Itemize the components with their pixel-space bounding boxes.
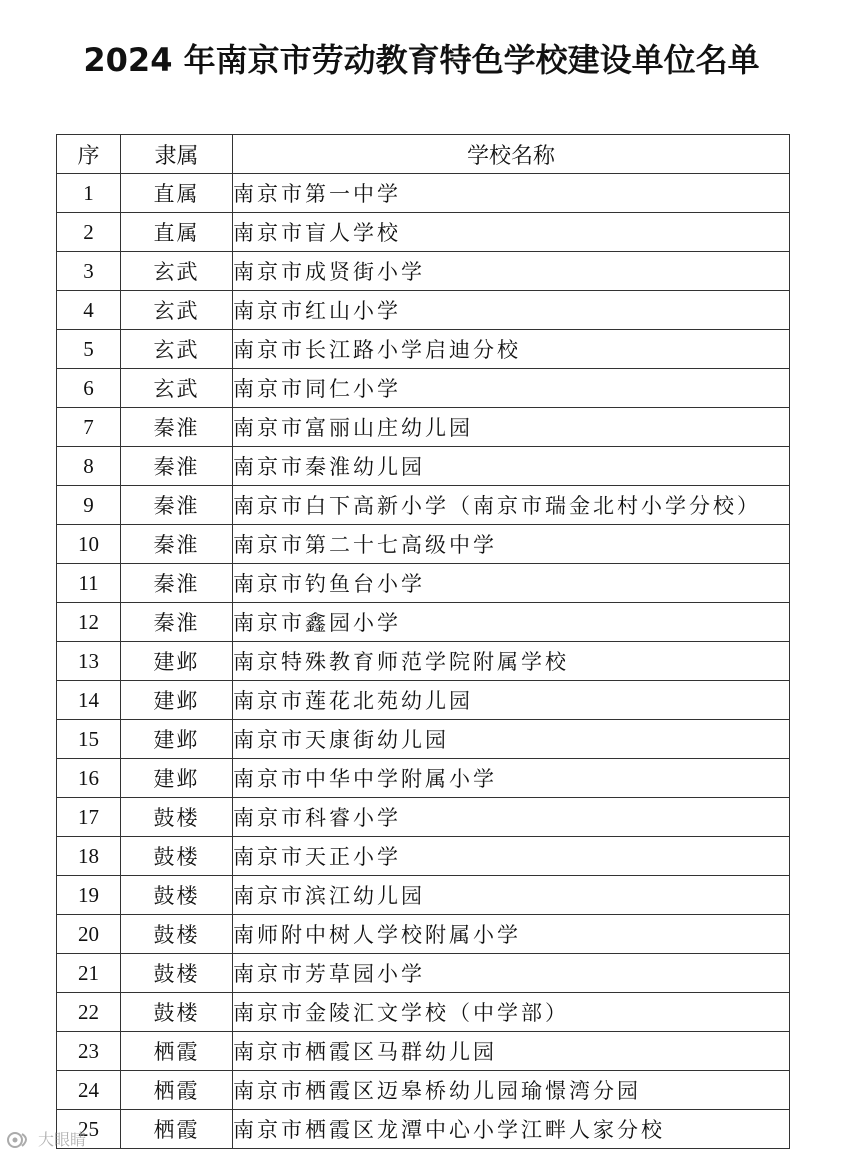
table-row [57,174,790,213]
table-row [57,681,790,720]
row-seq-cell: 25 [57,1110,121,1149]
row-school-cell: 南京市栖霞区马群幼儿园 [233,1032,790,1071]
table-row [57,447,790,486]
table-row [57,486,790,525]
table-row [57,876,790,915]
table-row [57,291,790,330]
row-school-cell: 南京特殊教育师范学院附属学校 [233,642,790,681]
row-school-cell: 南京市第二十七高级中学 [233,525,790,564]
row-affiliation-cell: 玄武 [121,291,233,330]
row-seq-cell: 16 [57,759,121,798]
row-seq-cell: 22 [57,993,121,1032]
row-affiliation-cell: 玄武 [121,252,233,291]
row-affiliation-cell: 鼓楼 [121,837,233,876]
row-school-cell: 南师附中树人学校附属小学 [233,915,790,954]
row-seq-cell: 2 [57,213,121,252]
row-school-cell: 南京市栖霞区迈皋桥幼儿园瑜憬湾分园 [233,1071,790,1110]
table-row [57,642,790,681]
row-seq-cell: 20 [57,915,121,954]
table-header-row [57,135,790,174]
document-title: 2024 年南京市劳动教育特色学校建设单位名单 [83,41,760,79]
row-seq-cell: 8 [57,447,121,486]
row-affiliation-cell: 鼓楼 [121,915,233,954]
row-school-cell: 南京市金陵汇文学校（中学部） [233,993,790,1032]
table-row [57,759,790,798]
row-seq-cell: 12 [57,603,121,642]
row-seq-cell: 18 [57,837,121,876]
row-seq-cell: 9 [57,486,121,525]
row-affiliation-cell: 栖霞 [121,1110,233,1149]
table-row [57,798,790,837]
row-school-cell: 南京市成贤街小学 [233,252,790,291]
row-seq-cell: 13 [57,642,121,681]
table-row [57,330,790,369]
row-affiliation-cell: 栖霞 [121,1032,233,1071]
school-list-table [56,134,790,1149]
table-row [57,954,790,993]
row-affiliation-cell: 鼓楼 [121,954,233,993]
row-affiliation-cell: 鼓楼 [121,798,233,837]
row-school-cell: 南京市富丽山庄幼儿园 [233,408,790,447]
table-row [57,213,790,252]
header-seq: 序 [57,135,121,174]
row-seq-cell: 4 [57,291,121,330]
row-seq-cell: 23 [57,1032,121,1071]
row-affiliation-cell: 鼓楼 [121,876,233,915]
table-row [57,1071,790,1110]
row-seq-cell: 1 [57,174,121,213]
row-seq-cell: 15 [57,720,121,759]
row-affiliation-cell: 直属 [121,213,233,252]
row-school-cell: 南京市栖霞区龙潭中心小学江畔人家分校 [233,1110,790,1149]
header-school: 学校名称 [233,135,790,174]
watermark [6,1127,86,1150]
row-seq-cell: 6 [57,369,121,408]
row-school-cell: 南京市芳草园小学 [233,954,790,993]
table-row [57,993,790,1032]
row-seq-cell: 5 [57,330,121,369]
watermark-text: 大眼睛 [38,1130,87,1149]
table-row [57,915,790,954]
row-school-cell: 南京市白下高新小学（南京市瑞金北村小学分校） [233,486,790,525]
row-school-cell: 南京市天康街幼儿园 [233,720,790,759]
table-row [57,564,790,603]
row-school-cell: 南京市鑫园小学 [233,603,790,642]
row-affiliation-cell: 秦淮 [121,447,233,486]
row-seq-cell: 19 [57,876,121,915]
row-seq-cell: 14 [57,681,121,720]
row-seq-cell: 11 [57,564,121,603]
table-row [57,837,790,876]
row-affiliation-cell: 栖霞 [121,1071,233,1110]
table-row [57,1032,790,1071]
row-seq-cell: 21 [57,954,121,993]
row-affiliation-cell: 秦淮 [121,564,233,603]
row-affiliation-cell: 直属 [121,174,233,213]
row-affiliation-cell: 秦淮 [121,525,233,564]
table-row [57,525,790,564]
row-seq-cell: 10 [57,525,121,564]
row-affiliation-cell: 建邺 [121,681,233,720]
row-school-cell: 南京市盲人学校 [233,213,790,252]
row-seq-cell: 24 [57,1071,121,1110]
row-affiliation-cell: 玄武 [121,369,233,408]
row-affiliation-cell: 秦淮 [121,486,233,525]
header-affiliation: 隶属 [121,135,233,174]
row-seq-cell: 3 [57,252,121,291]
row-seq-cell: 7 [57,408,121,447]
row-affiliation-cell: 建邺 [121,720,233,759]
row-affiliation-cell: 秦淮 [121,408,233,447]
row-school-cell: 南京市钓鱼台小学 [233,564,790,603]
row-affiliation-cell: 鼓楼 [121,993,233,1032]
row-school-cell: 南京市同仁小学 [233,369,790,408]
row-school-cell: 南京市莲花北苑幼儿园 [233,681,790,720]
row-affiliation-cell: 建邺 [121,642,233,681]
table-row [57,408,790,447]
table-row [57,369,790,408]
row-affiliation-cell: 建邺 [121,759,233,798]
row-school-cell: 南京市秦淮幼儿园 [233,447,790,486]
row-school-cell: 南京市滨江幼儿园 [233,876,790,915]
table-row [57,252,790,291]
row-school-cell: 南京市长江路小学启迪分校 [233,330,790,369]
table-row [57,720,790,759]
table-body [57,174,790,1149]
row-school-cell: 南京市科睿小学 [233,798,790,837]
row-school-cell: 南京市中华中学附属小学 [233,759,790,798]
row-seq-cell: 17 [57,798,121,837]
table-row [57,603,790,642]
camera-lens-icon [6,1128,34,1150]
row-affiliation-cell: 玄武 [121,330,233,369]
table-row [57,1110,790,1149]
row-school-cell: 南京市天正小学 [233,837,790,876]
row-school-cell: 南京市第一中学 [233,174,790,213]
row-affiliation-cell: 秦淮 [121,603,233,642]
row-school-cell: 南京市红山小学 [233,291,790,330]
